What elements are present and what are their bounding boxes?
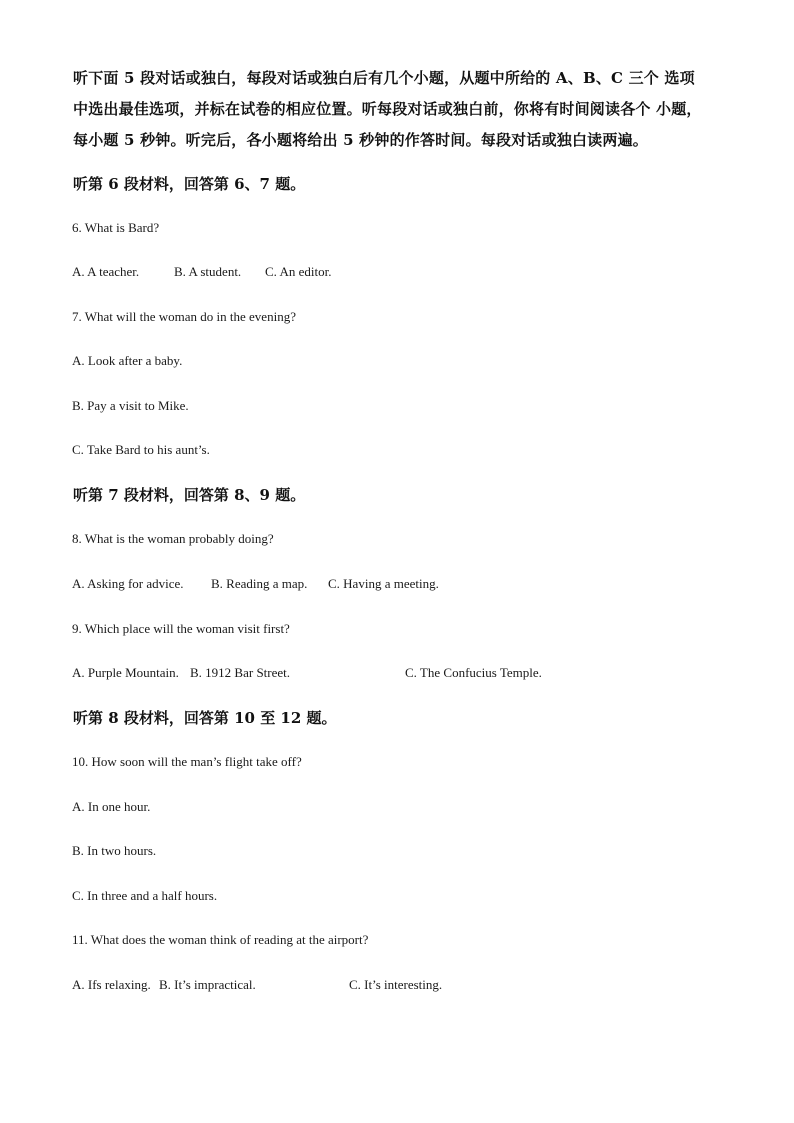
question-stem: 11. What does the woman think of reading at the airport? bbox=[72, 932, 369, 947]
instructions-line: 听下面 5 段对话或独白，每段对话或独白后有几个小题，从题中所给的 A、B、C 三个 选项 bbox=[73, 69, 695, 87]
option-a: A. A teacher. bbox=[72, 264, 140, 279]
option-c: C. It’s interesting. bbox=[349, 977, 443, 992]
instructions-line: 每小题 5 秒钟。听完后，各小题将给出 5 秒钟的作答时间。每段对话或独白读两遍。 bbox=[73, 131, 648, 149]
option-b: B. A student. bbox=[174, 264, 242, 279]
section-heading: 听第 8 段材料，回答第 10 至 12 题。 bbox=[73, 709, 337, 727]
option-b: B. Reading a map. bbox=[211, 576, 308, 591]
instructions-line: 中选出最佳选项，并标在试卷的相应位置。听每段对话或独白前，你将有时间阅读各个 小题， bbox=[73, 100, 702, 118]
option-a: A. In one hour. bbox=[72, 799, 151, 814]
question-stem: 6. What is Bard? bbox=[72, 220, 160, 235]
option-c: C. An editor. bbox=[265, 264, 332, 279]
section-heading: 听第 7 段材料，回答第 8、9 题。 bbox=[73, 486, 306, 504]
option-a: A. Ifs relaxing. bbox=[72, 977, 151, 992]
option-a: A. Purple Mountain. bbox=[72, 665, 179, 680]
question-stem: 7. What will the woman do in the evening? bbox=[72, 309, 296, 324]
option-b: B. Pay a visit to Mike. bbox=[72, 398, 189, 413]
option-c: C. Take Bard to his aunt’s. bbox=[72, 442, 210, 457]
question-stem: 9. Which place will the woman visit first? bbox=[72, 621, 290, 636]
section-heading: 听第 6 段材料，回答第 6、7 题。 bbox=[73, 175, 306, 193]
options-row bbox=[72, 664, 542, 682]
option-c: C. Having a meeting. bbox=[328, 576, 439, 591]
options-row bbox=[72, 976, 443, 994]
option-b: B. 1912 Bar Street. bbox=[190, 665, 291, 680]
options-row bbox=[72, 575, 439, 593]
question-stem: 10. How soon will the man’s flight take off? bbox=[72, 754, 302, 769]
instructions-paragraph bbox=[73, 63, 741, 156]
option-c: C. The Confucius Temple. bbox=[405, 665, 542, 680]
option-b: B. In two hours. bbox=[72, 843, 157, 858]
option-b: B. It’s impractical. bbox=[159, 977, 256, 992]
question-stem: 8. What is the woman probably doing? bbox=[72, 531, 274, 546]
options-row bbox=[72, 263, 332, 281]
option-a: A. Look after a baby. bbox=[72, 353, 183, 368]
option-c: C. In three and a half hours. bbox=[72, 888, 218, 903]
option-a: A. Asking for advice. bbox=[72, 576, 184, 591]
